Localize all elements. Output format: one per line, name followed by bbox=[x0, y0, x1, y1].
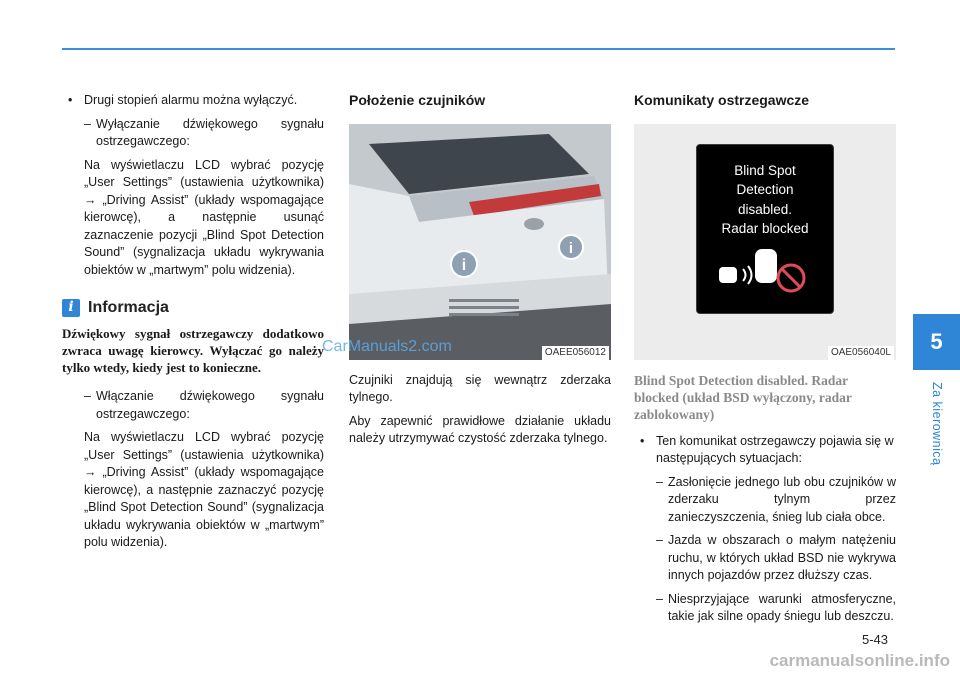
dash-item: – Niesprzyjające warunki atmosferyczne, takie jak silne opady śniegu lub deszczu. bbox=[634, 591, 896, 626]
footer-watermark[interactable]: carmanualsonline.info bbox=[769, 651, 950, 670]
figure-code: OAEE056012 bbox=[542, 346, 609, 360]
car-rear-figure bbox=[349, 124, 611, 360]
column-2 bbox=[349, 92, 611, 448]
message-heading: Blind Spot Detection disabled. Radar blocked (układ BSD wyłączony, radar zablokowany) bbox=[634, 372, 852, 422]
radar-blocked-icon bbox=[715, 245, 815, 295]
watermark-link[interactable]: CarManuals2.com bbox=[322, 338, 452, 355]
screen-line: Radar blocked bbox=[721, 221, 809, 236]
warning-display-figure bbox=[634, 124, 896, 360]
paragraph: Aby zapewnić prawidłowe działanie układu należy utrzymywać czystość zderzaka tylnego. bbox=[349, 413, 611, 445]
dash-item: – Zasłonięcie jednego lub obu czujników w zderzaku tylnym przez zanieczyszczenia, śnieg lub ciała obce. bbox=[634, 474, 896, 527]
info-icon: i bbox=[62, 299, 80, 317]
dash-item: – Wyłączanie dźwiękowego sygnału ostrzegawczego: bbox=[62, 116, 324, 151]
paragraph: Na wyświetlaczu LCD wybrać pozycję „User Settings” (ustawienia użytkownika) → „Driving Assist” (układy wspomagające kierowcę), a następnie usunąć zaznaczenie pozycji „Blind Spot Detection Sound” (sygnalizacja układu wykrywania obiektów w „martwym” polu widzenia). bbox=[84, 157, 324, 277]
lcd-screen bbox=[696, 144, 834, 314]
screen-line: Detection bbox=[736, 182, 794, 197]
paragraph: Na wyświetlaczu LCD wybrać pozycję „User Settings” (ustawienia użytkownika) → „Driving Assist” (układy wspomagające kierowcę), a następnie zaznaczyć pozycję „Blind Spot Detection Sound” (sygnalizacja układu wykrywania obiektów w „martwym” polu widzenia). bbox=[84, 430, 324, 549]
section-heading: Komunikaty ostrzegawcze bbox=[634, 92, 810, 108]
section-heading: Położenie czujników bbox=[349, 92, 486, 108]
car-rear-illustration bbox=[349, 124, 611, 360]
column-3 bbox=[634, 92, 896, 632]
bullet-item: • Ten komunikat ostrzegawczy pojawia się w następujących sytuacjach: bbox=[634, 433, 896, 468]
screen-line: disabled. bbox=[737, 201, 793, 217]
page-number: 5-43 bbox=[862, 632, 889, 647]
svg-text:i: i bbox=[568, 239, 574, 257]
chapter-tab: 5 bbox=[913, 314, 960, 370]
info-header bbox=[62, 299, 324, 317]
info-title: Informacja bbox=[88, 299, 169, 317]
chapter-title: Za kierownicą bbox=[930, 382, 944, 466]
figure-code: OAE056040L bbox=[828, 346, 894, 360]
paragraph: Czujniki znajdują się wewnątrz zderzaka tylnego. bbox=[349, 372, 611, 404]
screen-line: Blind Spot bbox=[734, 162, 796, 178]
info-text: Dźwiękowy sygnał ostrzegawczy dodatkowo zwraca uwagę kierowcy. Wyłączać go należy tylko wtedy, kiedy jest to konieczne. bbox=[62, 326, 324, 375]
column-1 bbox=[62, 92, 324, 552]
dash-item: – Jazda w obszarach o małym natężeniu ruchu, w których układ BSD nie wykrywa innych pojazdów przez dłuższy czas. bbox=[634, 532, 896, 585]
svg-text:i: i bbox=[461, 256, 467, 274]
dash-item: – Włączanie dźwiękowego sygnału ostrzegawczego: bbox=[62, 388, 324, 423]
bullet-item: • Drugi stopień alarmu można wyłączyć. bbox=[62, 92, 324, 110]
top-rule bbox=[62, 48, 895, 50]
